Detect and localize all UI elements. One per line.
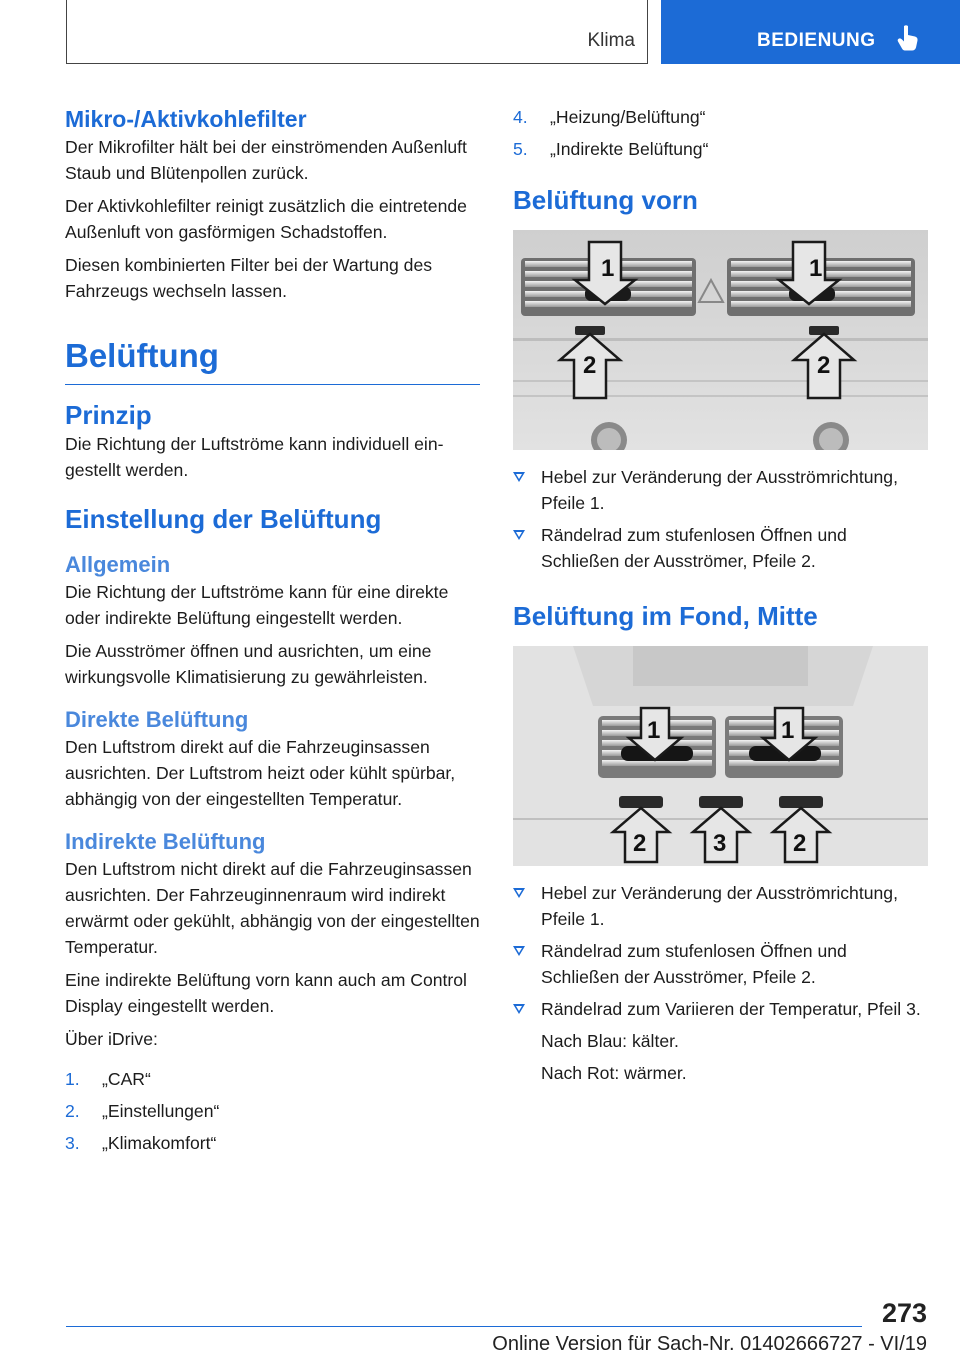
rear-label-1-left: 1	[647, 717, 661, 744]
indirekt-paragraph-2: Eine indirekte Belüftung vorn kann auch am Control Display eingestellt werden.	[65, 970, 467, 1016]
list-item-text: Hebel zur Veränderung der Ausströmrichtung, Pfeile 1.	[541, 883, 898, 929]
front-vents-figure	[513, 230, 928, 450]
step-number: 1.	[65, 1069, 80, 1089]
list-item	[513, 522, 928, 574]
einstellung-heading: Einstellung der Belüftung	[65, 504, 382, 534]
prinzip-heading: Prinzip	[65, 400, 152, 430]
indirekt-heading: Indirekte Belüftung	[65, 829, 266, 854]
header-section-box	[66, 0, 648, 64]
idrive-steps-list	[65, 1066, 480, 1156]
step-text: „Einstellungen“	[102, 1101, 220, 1121]
triangle-bullet-icon	[513, 1004, 525, 1014]
direkt-paragraph: Den Luftstrom direkt auf die Fahrzeuginsassen ausrichten. Der Luftstrom heizt oder kühlt spürbar, abhängig von der eingestellten Temperatur.	[65, 737, 456, 809]
temperature-note-cold: Nach Blau: kälter.	[541, 1031, 679, 1051]
step-number: 2.	[65, 1101, 80, 1121]
list-item	[513, 104, 928, 130]
header-chapter-label: BEDIENUNG	[757, 30, 876, 51]
list-item-text: Rändelrad zum stufenlosen Öffnen und Schließen der Ausströmer, Pfeile 2.	[541, 525, 847, 571]
list-item-text: Hebel zur Veränderung der Ausströmrichtung, Pfeile 1.	[541, 467, 898, 513]
list-item-text: Rändelrad zum stufenlosen Öffnen und Schließen der Ausströmer, Pfeile 2.	[541, 941, 847, 987]
filter-paragraph-2: Der Aktivkohlefilter reinigt zusätzlich die eintretende Außenluft von gasförmigen Schadstoffen.	[65, 196, 467, 242]
list-item	[513, 996, 928, 1022]
allgemein-paragraph-2: Die Ausströmer öffnen und ausrichten, um eine wirkungsvolle Klimatisierung zu gewährleisten.	[65, 641, 432, 687]
step-number: 3.	[65, 1133, 80, 1153]
step-text: „Klimakomfort“	[102, 1133, 217, 1153]
left-column	[65, 104, 480, 1162]
step-number: 5.	[513, 139, 528, 159]
footer-online-version: Online Version für Sach-Nr. 01402666727 - VI/19	[492, 1333, 927, 1355]
triangle-bullet-icon	[513, 888, 525, 898]
list-item	[65, 1130, 480, 1156]
idrive-steps-list-continued	[513, 104, 928, 162]
rear-vents-figure	[513, 646, 928, 866]
page-number: 273	[881, 1298, 927, 1328]
belueftung-heading: Belüftung	[65, 336, 480, 385]
triangle-bullet-icon	[513, 472, 525, 482]
filter-paragraph-3: Diesen kombinierten Filter bei der Wartung des Fahrzeugs wechseln lassen.	[65, 255, 433, 301]
list-item-text: Rändelrad zum Variieren der Temperatur, Pfeil 3.	[541, 999, 921, 1019]
temperature-note-warm: Nach Rot: wärmer.	[541, 1063, 687, 1083]
list-item	[513, 464, 928, 516]
step-text: „Indirekte Belüftung“	[550, 139, 709, 159]
filter-paragraph-1: Der Mikrofilter hält bei der einströmenden Außenluft Staub und Blütenpollen zurück.	[65, 137, 467, 183]
list-item	[513, 880, 928, 932]
list-item	[513, 938, 928, 990]
prinzip-paragraph: Die Richtung der Luftströme kann individuell eingestellt werden.	[65, 434, 444, 480]
idrive-intro: Über iDrive:	[65, 1029, 158, 1049]
rear-label-3: 3	[713, 830, 727, 857]
footer-divider	[66, 1326, 862, 1327]
front-label-2-left: 2	[583, 352, 597, 379]
right-column	[513, 104, 928, 1092]
front-label-1-left: 1	[601, 255, 615, 282]
step-number: 4.	[513, 107, 528, 127]
list-item	[65, 1066, 480, 1092]
front-label-1-right: 1	[809, 255, 823, 282]
step-text: „CAR“	[102, 1069, 151, 1089]
rear-label-2-left: 2	[633, 830, 647, 857]
allgemein-paragraph-1: Die Richtung der Luftströme kann für eine direkte oder indirekte Belüftung eingestellt werden.	[65, 582, 449, 628]
indirekt-paragraph-1: Den Luftstrom nicht direkt auf die Fahrzeuginsassen ausrichten. Der Fahrzeuginnenraum wird indirekt erwärmt oder gekühlt, abhängig von der eingestellten Temperatur.	[65, 859, 480, 957]
list-item	[65, 1098, 480, 1124]
front-vents-list	[513, 464, 928, 574]
pointing-hand-icon	[897, 24, 919, 57]
header-section-label: Klima	[587, 30, 635, 51]
rear-vents-list	[513, 880, 928, 1022]
fond-heading: Belüftung im Fond, Mitte	[513, 601, 818, 631]
rear-label-1-right: 1	[781, 717, 795, 744]
allgemein-heading: Allgemein	[65, 552, 171, 577]
step-text: „Heizung/Belüftung“	[550, 107, 706, 127]
list-item	[513, 136, 928, 162]
vorn-heading: Belüftung vorn	[513, 185, 698, 215]
triangle-bullet-icon	[513, 946, 525, 956]
front-label-2-right: 2	[817, 352, 831, 379]
filter-heading: Mikro-/Aktivkohlefilter	[65, 106, 307, 132]
triangle-bullet-icon	[513, 530, 525, 540]
header-chapter-tab	[661, 0, 960, 64]
rear-label-2-right: 2	[793, 830, 807, 857]
direkt-heading: Direkte Belüftung	[65, 707, 249, 732]
